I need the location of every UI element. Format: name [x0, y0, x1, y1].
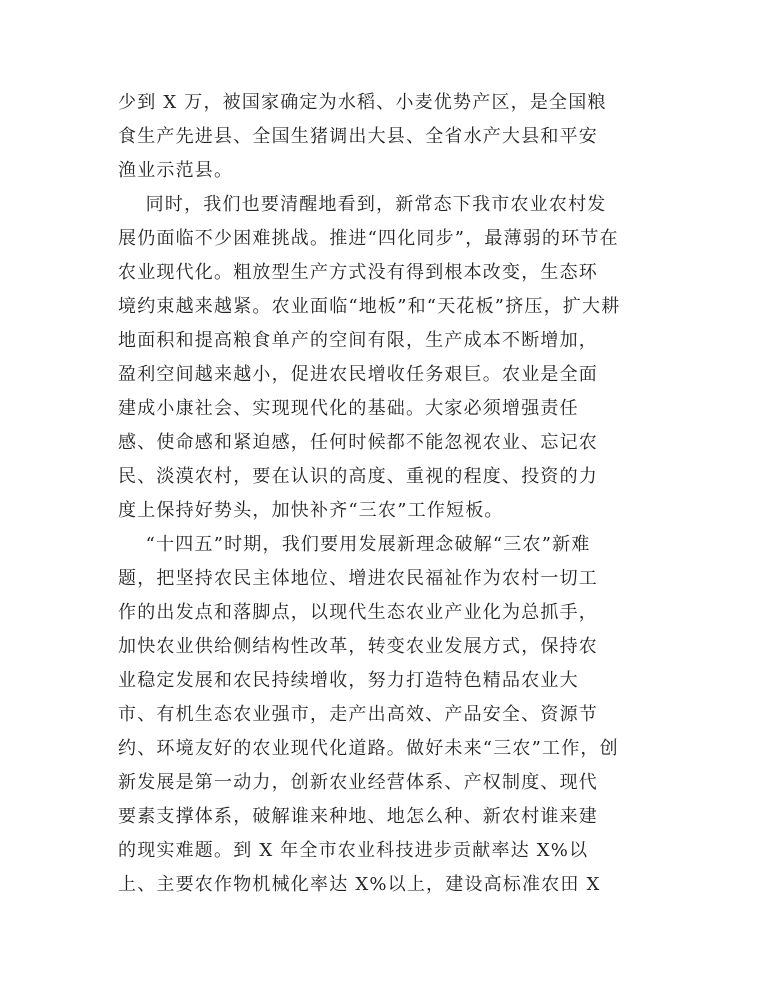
text-line: 市、有机生态农业强市，走产出高效、产品安全、资源节 — [118, 704, 598, 725]
text-line: 民、淡漠农村，要在认识的高度、重视的程度、投资的力 — [118, 466, 598, 487]
text-line: 展仍面临不少困难挑战。推进“四化同步”，最薄弱的环节在 — [118, 228, 619, 249]
text-line: 盈利空间越来越小，促进农民增收任务艰巨。农业是全面 — [118, 364, 598, 385]
text-line: “十四五”时期，我们要用发展新理念破解“三农”新难 — [118, 534, 591, 555]
text-line: 同时，我们也要清醒地看到，新常态下我市农业农村发 — [118, 194, 607, 215]
text-line: 上、主要农作物机械化率达 X%以上，建设高标准农田 X — [118, 874, 601, 895]
text-line: 要素支撑体系，破解谁来种地、地怎么种、新农村谁来建 — [118, 806, 598, 827]
text-line: 感、使命感和紧迫感，任何时候都不能忽视农业、忘记农 — [118, 432, 598, 453]
text-line: 建成小康社会、实现现代化的基础。大家必须增强责任 — [118, 398, 579, 419]
text-line: 食生产先进县、全国生猪调出大县、全省水产大县和平安 — [118, 126, 598, 147]
text-line: 地面积和提高粮食单产的空间有限，生产成本不断增加， — [118, 330, 598, 351]
text-line: 约、环境友好的农业现代化道路。做好未来“三农”工作，创 — [118, 738, 619, 759]
text-line: 新发展是第一动力，创新农业经营体系、产权制度、现代 — [118, 772, 598, 793]
text-line: 度上保持好势头，加快补齐“三农”工作短板。 — [118, 500, 504, 521]
text-line: 少到 X 万，被国家确定为水稻、小麦优势产区，是全国粮 — [118, 92, 607, 113]
text-line: 题，把坚持农民主体地位、增进农民福祉作为农村一切工 — [118, 568, 598, 589]
text-line: 境约束越来越紧。农业面临“地板”和“天花板”挤压，扩大耕 — [118, 296, 621, 317]
text-line: 业稳定发展和农民持续增收，努力打造特色精品农业大 — [118, 670, 579, 691]
text-line: 渔业示范县。 — [118, 160, 234, 181]
text-line: 加快农业供给侧结构性改革，转变农业发展方式，保持农 — [118, 636, 598, 657]
body-text — [118, 86, 638, 902]
text-line: 作的出发点和落脚点，以现代生态农业产业化为总抓手， — [118, 602, 598, 623]
text-line: 的现实难题。到 X 年全市农业科技进步贡献率达 X%以 — [118, 840, 589, 861]
text-line: 农业现代化。粗放型生产方式没有得到根本改变，生态环 — [118, 262, 598, 283]
